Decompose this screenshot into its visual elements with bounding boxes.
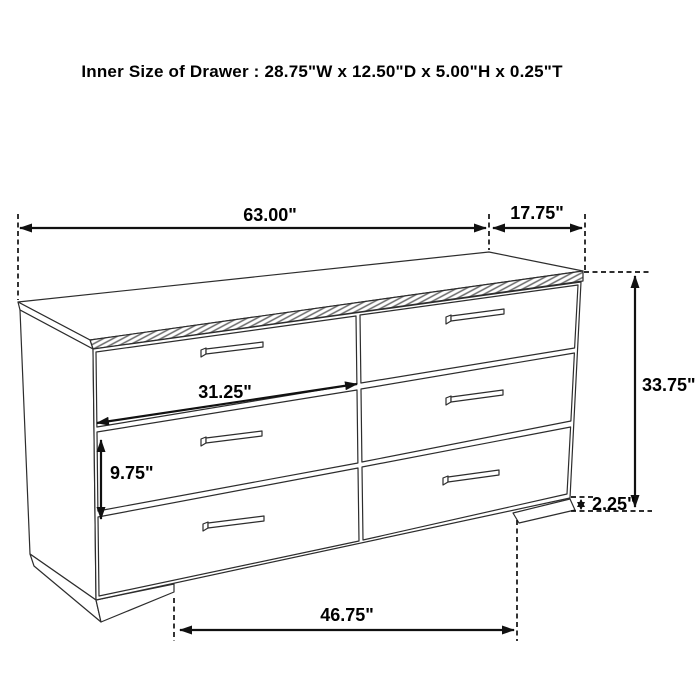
- drawer-width-dimension-label: 31.25": [198, 382, 252, 402]
- base-clearance-dimension-label: 46.75": [320, 605, 374, 625]
- dresser-drawing: [18, 252, 583, 622]
- drawer-height-dimension-label: 9.75": [110, 463, 154, 483]
- height-dimension-label: 33.75": [642, 375, 696, 395]
- width-dimension-label: 63.00": [243, 205, 297, 225]
- depth-dimension-label: 17.75": [510, 203, 564, 223]
- inner-drawer-size-title: Inner Size of Drawer : 28.75"W x 12.50"D x 5.00"H x 0.25"T: [81, 62, 563, 81]
- base-height-dimension-label: 2.25": [592, 494, 636, 514]
